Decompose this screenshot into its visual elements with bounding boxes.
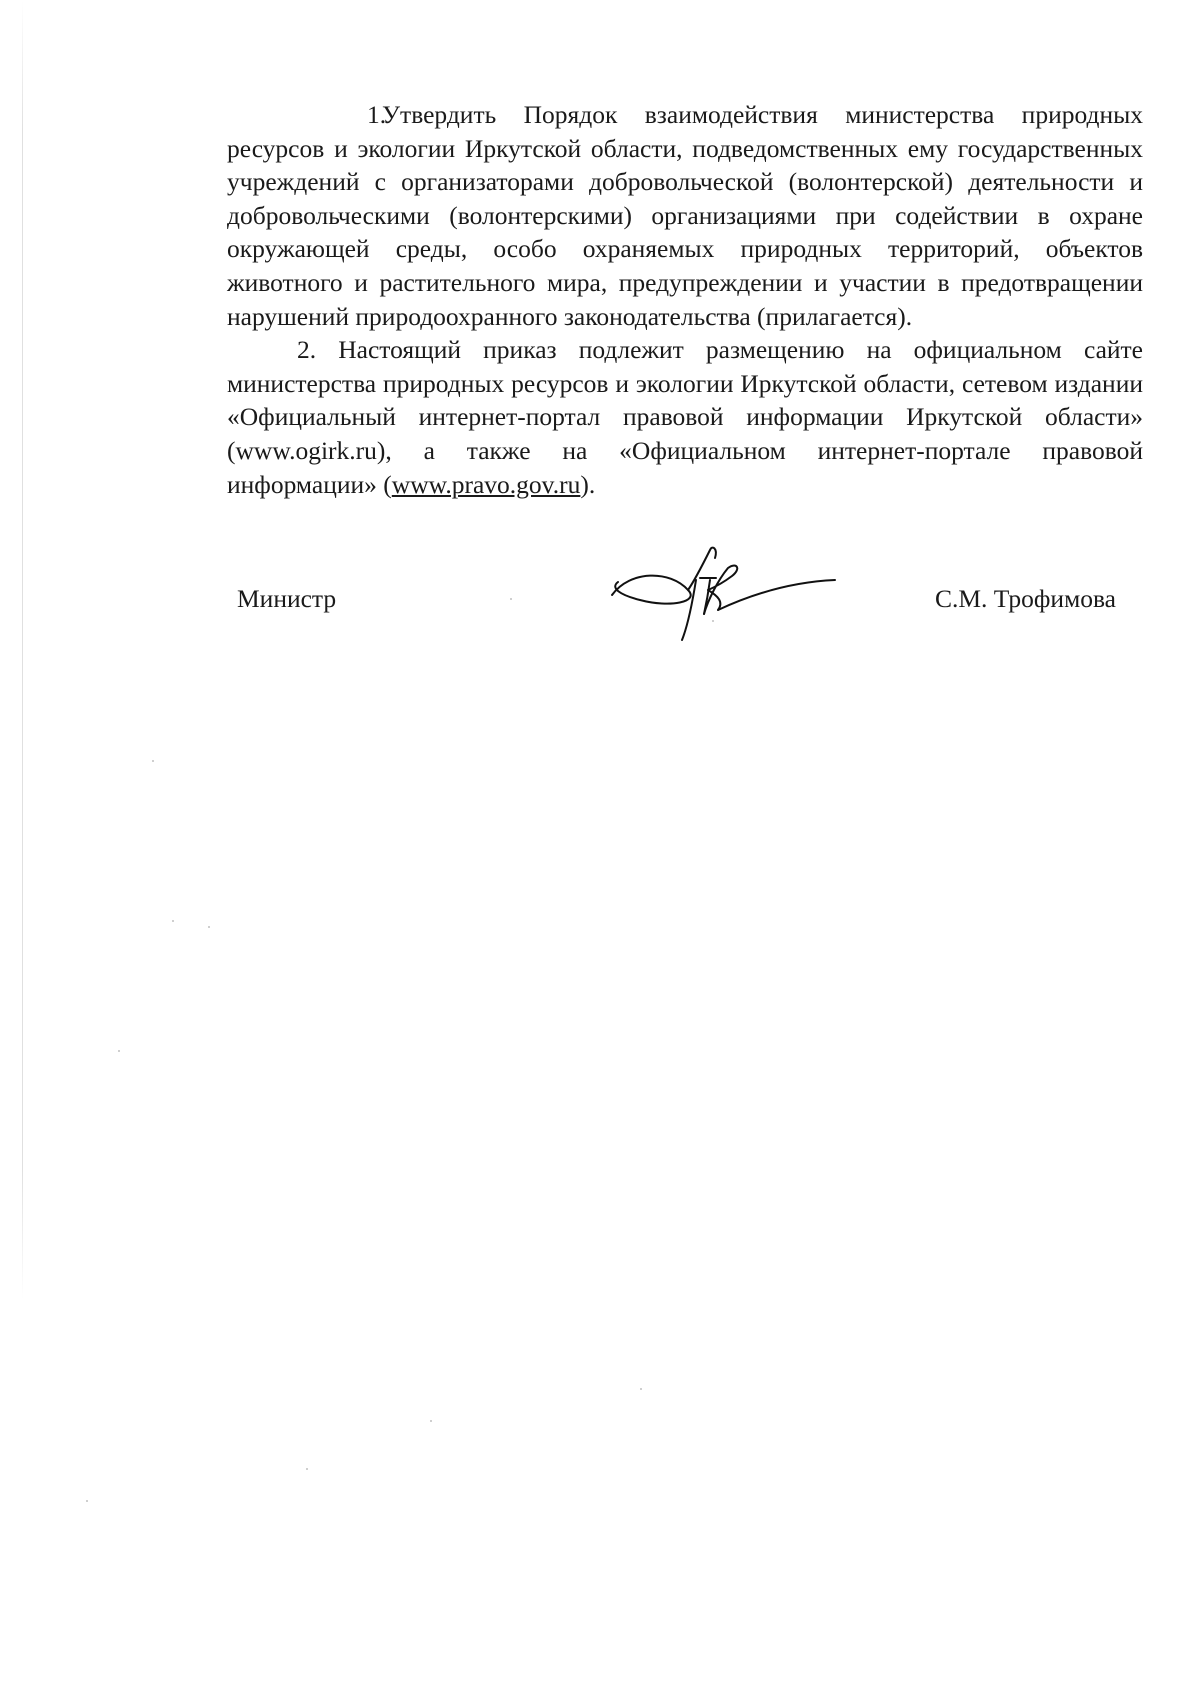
paragraph-2-end: ). — [580, 469, 596, 499]
signature-block — [0, 540, 1200, 660]
signer-name: С.М. Трофимова — [935, 584, 1116, 613]
paragraph-2-text: 2. Настоящий приказ подлежит размещению на официальном сайте министерства природных ресурсов и экологии Иркутской области, сетевом издании «Официальный интернет-портал правовой информации Иркутской области» (www.ogirk.ru), а также на «Официальном интернет-портале правовой информации» ( — [227, 335, 1143, 499]
scan-speck — [430, 1420, 432, 1422]
paragraph-1 — [227, 98, 1143, 333]
scan-speck — [86, 1500, 88, 1502]
scan-speck — [510, 598, 512, 600]
position-title: Министр — [237, 584, 337, 613]
paragraph-1-number: 1. — [367, 100, 387, 129]
pravo-link: www.pravo.gov.ru — [391, 469, 581, 499]
paragraph-2 — [227, 333, 1143, 501]
handwritten-signature — [600, 540, 850, 660]
scan-speck — [306, 1468, 308, 1470]
scan-speck — [172, 920, 174, 922]
document-body — [227, 98, 1143, 501]
scan-speck — [712, 620, 714, 622]
paragraph-1-text: Утвердить Порядок взаимодействия министерства природных ресурсов и экологии Иркутской области, подведомственных ему государственных учреждений с организаторами добровольческой (волонтерской) деятельности и добровольческими (волонтерскими) организациями при содействии в охране окружающей среды, особо охраняемых природных территорий, объектов животного и растительного мира, предупреждении и участии в предотвращении нарушений природоохранного законодательства (прилагается). — [227, 100, 1143, 331]
scan-speck — [118, 1050, 120, 1052]
scan-speck — [152, 760, 154, 762]
scan-speck — [640, 1388, 642, 1390]
scan-speck — [208, 926, 210, 928]
